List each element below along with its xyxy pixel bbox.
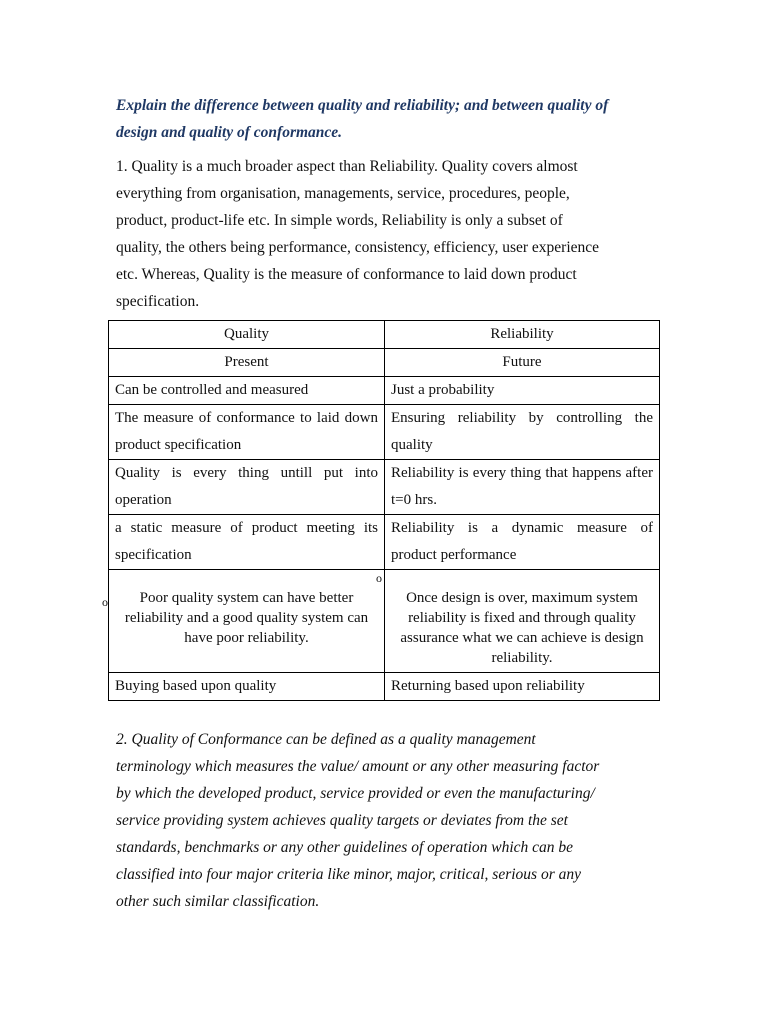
paragraph-line: 1. Quality is a much broader aspect than Reliability. Quality covers almost	[116, 158, 578, 175]
header-reliability: Reliability	[385, 321, 660, 349]
cell-quality: Buying based upon quality	[109, 673, 385, 701]
paragraph-line: standards, benchmarks or any other guidelines of operation which can be	[116, 839, 574, 856]
cell-text: Once design is over, maximum system reliability is fixed and through quality assurance what we can achieve is design reliability.	[400, 590, 644, 666]
table-row	[109, 377, 660, 405]
table-row	[109, 460, 660, 515]
cell-reliability: Returning based upon reliability	[385, 673, 660, 701]
cell-quality: Quality is every thing untill put into operation	[109, 460, 385, 515]
paragraph-line: etc. Whereas, Quality is the measure of conformance to laid down product	[116, 266, 577, 283]
table-row	[109, 515, 660, 570]
bullet-circle-icon: o	[102, 595, 108, 609]
cell-reliability-bulleted	[385, 570, 660, 673]
cell-text: Poor quality system can have better reliability and a good quality system can have poor reliability.	[124, 590, 369, 646]
cell-reliability: Future	[385, 349, 660, 377]
header-quality: Quality	[109, 321, 385, 349]
heading-line: Explain the difference between quality and reliability; and between quality of	[116, 97, 609, 114]
cell-quality: Present	[109, 349, 385, 377]
cell-quality: The measure of conformance to laid down product specification	[109, 405, 385, 460]
bullet-circle-icon: o	[376, 571, 382, 585]
cell-reliability: Reliability is a dynamic measure of product performance	[385, 515, 660, 570]
heading-line: design and quality of conformance.	[116, 124, 343, 141]
paragraph-line: other such similar classification.	[116, 893, 320, 910]
answer-paragraph-1	[116, 153, 656, 315]
question-heading	[116, 92, 656, 146]
table-row	[109, 349, 660, 377]
cell-reliability: Ensuring reliability by controlling the quality	[385, 405, 660, 460]
paragraph-line: quality, the others being performance, consistency, efficiency, user experience	[116, 239, 600, 256]
table-header-row	[109, 321, 660, 349]
paragraph-line: classified into four major criteria like minor, major, critical, serious or any	[116, 866, 581, 883]
paragraph-line: by which the developed product, service provided or even the manufacturing/	[116, 785, 595, 802]
table-row	[109, 570, 660, 673]
cell-reliability: Just a probability	[385, 377, 660, 405]
answer-paragraph-2	[116, 726, 656, 915]
paragraph-line: everything from organisation, managements, service, procedures, people,	[116, 185, 570, 202]
table-row	[109, 673, 660, 701]
cell-quality: Can be controlled and measured	[109, 377, 385, 405]
table-row	[109, 405, 660, 460]
comparison-table	[102, 320, 660, 701]
paragraph-line: terminology which measures the value/ amount or any other measuring factor	[116, 758, 600, 775]
paragraph-line: 2. Quality of Conformance can be defined as a quality management	[116, 731, 536, 748]
paragraph-line: specification.	[116, 293, 200, 310]
paragraph-line: service providing system achieves quality targets or deviates from the set	[116, 812, 568, 829]
cell-quality: a static measure of product meeting its specification	[109, 515, 385, 570]
cell-quality-bulleted	[102, 570, 385, 673]
paragraph-line: product, product-life etc. In simple words, Reliability is only a subset of	[116, 212, 563, 229]
cell-reliability: Reliability is every thing that happens after t=0 hrs.	[385, 460, 660, 515]
